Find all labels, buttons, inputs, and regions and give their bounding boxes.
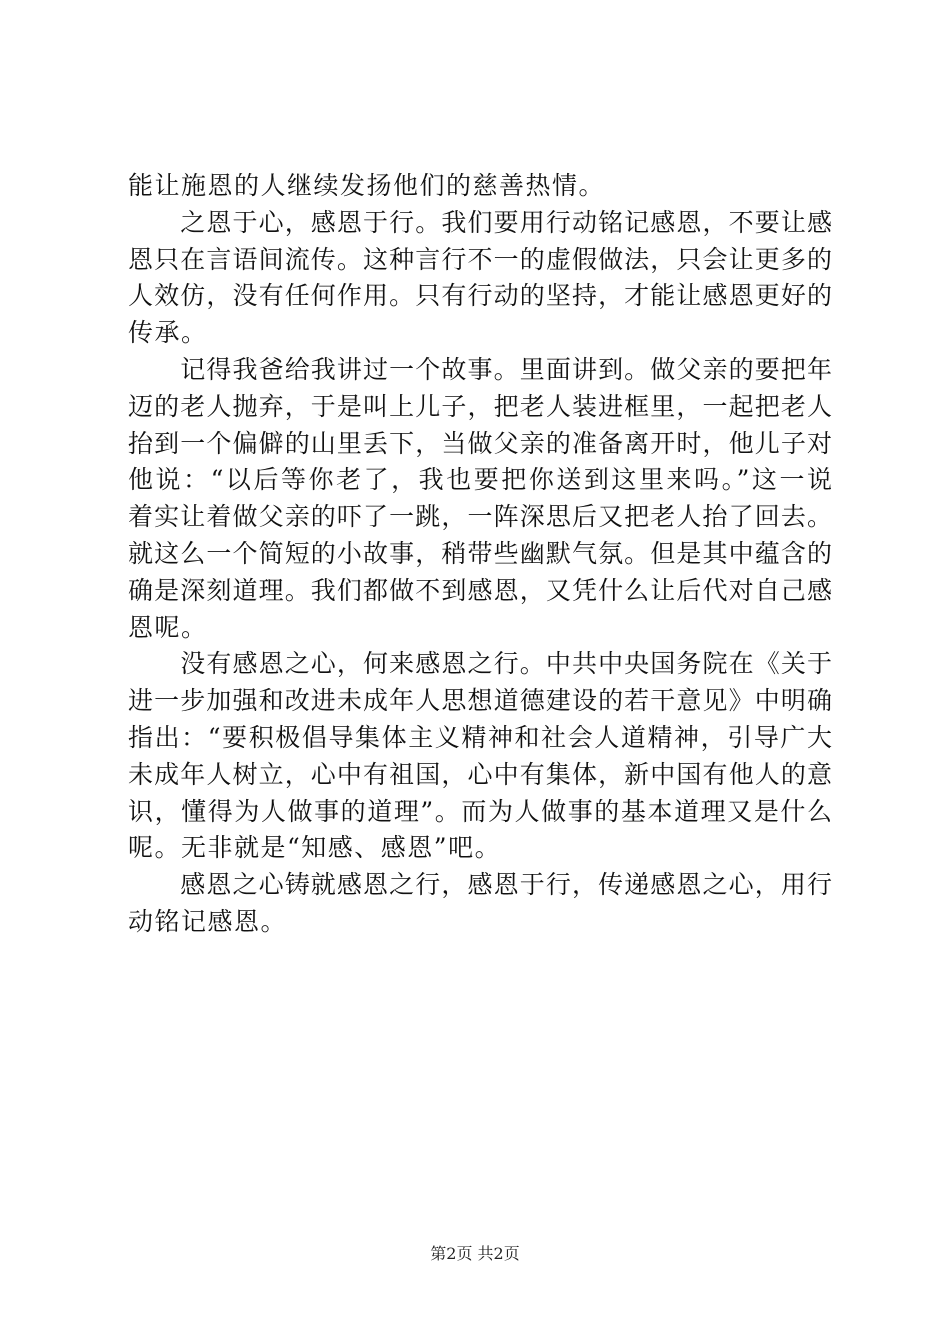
text-line: 动铭记感恩。 (128, 906, 288, 936)
text-line: 抬到一个偏僻的山里丢下，当做父亲的准备离开时，他儿子对 (128, 428, 832, 458)
text-line: 传承。 (128, 318, 208, 348)
text-line: 他说：“以后等你老了，我也要把你送到这里来吗。”这一说 (128, 465, 832, 495)
text-line: 没有感恩之心，何来感恩之行。中共中央国务院在《关于 (128, 649, 832, 679)
text-line: 感恩之心铸就感恩之行，感恩于行，传递感恩之心，用行 (128, 870, 832, 900)
text-line: 恩只在言语间流传。这种言行不一的虚假做法，只会让更多的 (128, 244, 832, 274)
text-line: 记得我爸给我讲过一个故事。里面讲到。做父亲的要把年 (128, 354, 832, 384)
text-line: 就这么一个简短的小故事，稍带些幽默气氛。但是其中蕴含的 (128, 538, 832, 568)
text-line: 确是深刻道理。我们都做不到感恩，又凭什么让后代对自己感 (128, 575, 832, 605)
text-line: 未成年人树立，心中有祖国，心中有集体，新中国有他人的意 (128, 759, 832, 789)
text-line: 指出：“要积极倡导集体主义精神和社会人道精神，引导广大 (128, 722, 832, 752)
text-line: 着实让着做父亲的吓了一跳，一阵深思后又把老人抬了回去。 (128, 502, 832, 532)
body-text (128, 168, 832, 941)
text-line: 呢。无非就是“知感、感恩”吧。 (128, 833, 502, 863)
text-line: 进一步加强和改进未成年人思想道德建设的若干意见》中明确 (128, 686, 832, 716)
text-line: 迈的老人抛弃，于是叫上儿子，把老人装进框里，一起把老人 (128, 391, 832, 421)
text-line: 恩呢。 (128, 612, 208, 642)
text-line: 之恩于心，感恩于行。我们要用行动铭记感恩，不要让感 (128, 207, 832, 237)
page-number-footer: 第2页 共2页 (430, 1244, 520, 1263)
text-line: 人效仿，没有任何作用。只有行动的坚持，才能让感恩更好的 (128, 281, 832, 311)
text-line: 能让施恩的人继续发扬他们的慈善热情。 (128, 171, 606, 200)
text-line: 识，懂得为人做事的道理”。而为人做事的基本道理又是什么 (128, 796, 832, 826)
